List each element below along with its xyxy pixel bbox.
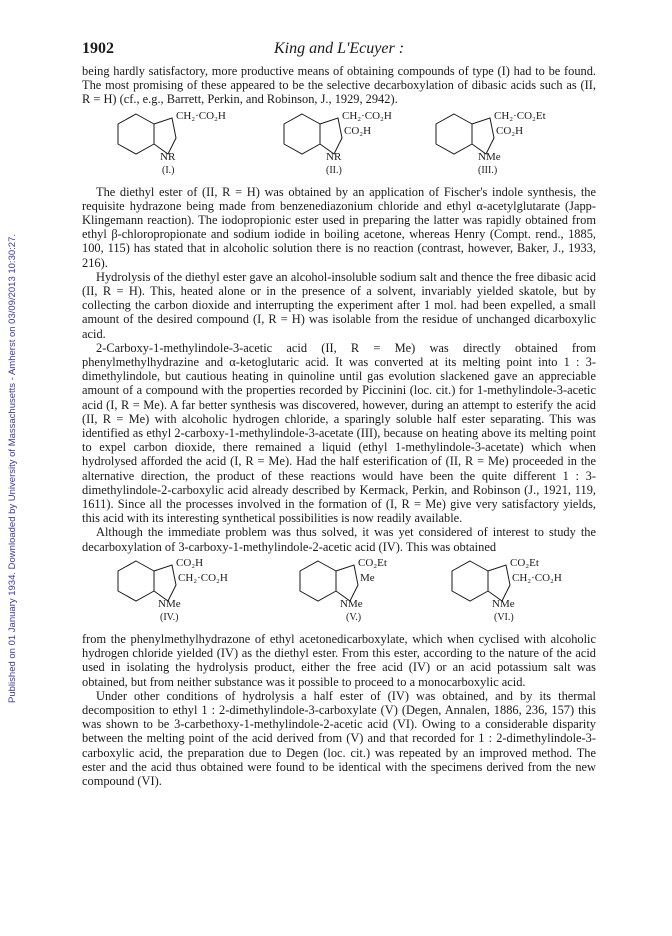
substituent-bottom: CO₂H — [496, 124, 524, 137]
structure-row-1 — [82, 107, 596, 185]
ring-nitrogen: NR — [160, 150, 176, 163]
substituent-top: CO₂Et — [510, 556, 539, 569]
substituent-bottom: CH₂·CO₂H — [512, 571, 562, 584]
page-number: 1902 — [82, 40, 114, 57]
compound-label: (II.) — [326, 164, 342, 176]
compound-label: (VI.) — [494, 611, 514, 623]
ring-nitrogen: NMe — [340, 597, 363, 610]
ring-nitrogen: NR — [326, 150, 342, 163]
substituent-top: CH₂·CO₂H — [342, 109, 392, 122]
compound-label: (I.) — [162, 164, 175, 176]
substituent-bottom: Me — [360, 571, 375, 584]
ring-nitrogen: NMe — [158, 597, 181, 610]
substituent-top: CO₂H — [176, 556, 204, 569]
download-watermark-text: Published on 01 January 1934. Downloaded by University of Massachusetts - Amherst on 03/09/2013 10:30:27. — [6, 233, 18, 703]
paragraph: being hardly satisfactory, more productive means of obtaining compounds of type (I) had to be found. The most promising of these appeared to be the selective decarboxylation of dibasic acids such as (II, R = H) (cf., e.g., Barrett, Perkin, and Robinson, J., 1929, 2942). — [82, 64, 596, 107]
article-body — [82, 64, 596, 788]
paragraph: The diethyl ester of (II, R = H) was obtained by an application of Fischer's indole synthesis, the requisite hydrazone being made from benzenediazonium chloride and ethyl α-acetylglutarate (Japp-Klingemann reaction). The iodopropionic ester used in preparing the latter was rapidly obtained from ethyl β-chloropropionate and sodium iodide in boiling acetone, whereas Henry (Compt. rend., 1885, 100, 115) has stated that in alcoholic solution there is no reaction (contrast, however, Baker, J., 1933, 216). — [82, 184, 596, 270]
running-title: King and L'Ecuyer : — [273, 40, 405, 57]
download-watermark — [4, 0, 20, 936]
paragraph: Although the immediate problem was thus solved, it was yet considered of interest to study the decarboxylation of 3-carboxy-1-methylindole-2-acetic acid (IV). This was obtained — [82, 525, 596, 554]
substituent-top: CO₂Et — [358, 556, 387, 569]
substituent-bottom: CH₂·CO₂H — [178, 571, 228, 584]
substituent-bottom: CO₂H — [344, 124, 372, 137]
compound-label: (V.) — [346, 611, 362, 623]
substituent-top: CH₂·CO₂H — [176, 109, 226, 122]
page-header — [82, 40, 596, 62]
compound-label: (IV.) — [160, 611, 179, 623]
compound-label: (III.) — [478, 164, 498, 176]
structure-row-2 — [82, 554, 596, 632]
ring-nitrogen: NMe — [478, 150, 501, 163]
paragraph: Under other conditions of hydrolysis a half ester of (IV) was obtained, and by its thermal decomposition to ethyl 1 : 2-dimethylindole-3-carboxylate (V) (Degen, Annalen, 1886, 236, 157) this was shown to be 3-carbethoxy-1-methylindole-2-acetic acid (VI). Owing to a considerable disparity between the melting point of the acid derived from (V) and that recorded for 1 : 2-dimethylindole-3-carboxylic acid, the preparation due to Degen (loc. cit.) was repeated by an improved method. The ester and the acid thus obtained were found to be identical with the specimens derived from the new compound (VI). — [82, 688, 596, 788]
paragraph: Hydrolysis of the diethyl ester gave an alcohol-insoluble sodium salt and thence the free dibasic acid (II, R = H). This, heated alone or in the presence of a solvent, invariably yielded skatole, but by collecting the carbon dioxide and interrupting the experiment after 1 mol. had been expelled, a small amount of the desired compound (I, R = H) was isolable from the residue of unchanged dicarboxylic acid. — [82, 269, 596, 341]
paragraph: 2-Carboxy-1-methylindole-3-acetic acid (II, R = Me) was directly obtained from phenylmethylhydrazine and α-ketoglutaric acid. It was converted at its melting point into 1 : 3-dimethylindole, but cautious heating in quinoline until gas evolution slackened gave an appreciable amount of a compound with the properties recorded by Piccinini (loc. cit.) for 1-methylindole-3-acetic acid (I, R = Me). A far better synthesis was discovered, however, during an attempt to esterify the acid (II, R = Me) with alcoholic hydrogen chloride, a sparingly soluble half ester separating. This was identified as ethyl 2-carboxy-1-methylindole-3-acetate (III), because on heating above its melting point to expel carbon dioxide, there remained a liquid (ethyl 1-methylindole-3-acetate) which when hydrolysed afforded the acid (I, R = Me). Had the half esterification of (II, R = Me) proceeded in the alternative direction, the product of these reactions would have been the quite different 1 : 3-dimethylindole-2-carboxylic acid already described by Kermack, Perkin, and Robinson (J., 1921, 119, 1611). Since all the processes involved in the formation of (I, R = Me) give very satisfactory yields, this acid with its interesting synthetical possibilities is now readily available. — [82, 340, 596, 526]
ring-nitrogen: NMe — [492, 597, 515, 610]
substituent-top: CH₂·CO₂Et — [494, 109, 546, 122]
paragraph: from the phenylmethylhydrazone of ethyl acetonedicarboxylate, which when cyclised with alcoholic hydrogen chloride yielded (IV) as the diethyl ester. From this ester, according to the nature of the acid used in isolating the hydrolysis product, either the free acid (IV) or an acid potassium salt was obtained, but from neither substance was it possible to proceed to a monocarboxylic acid. — [82, 631, 596, 689]
